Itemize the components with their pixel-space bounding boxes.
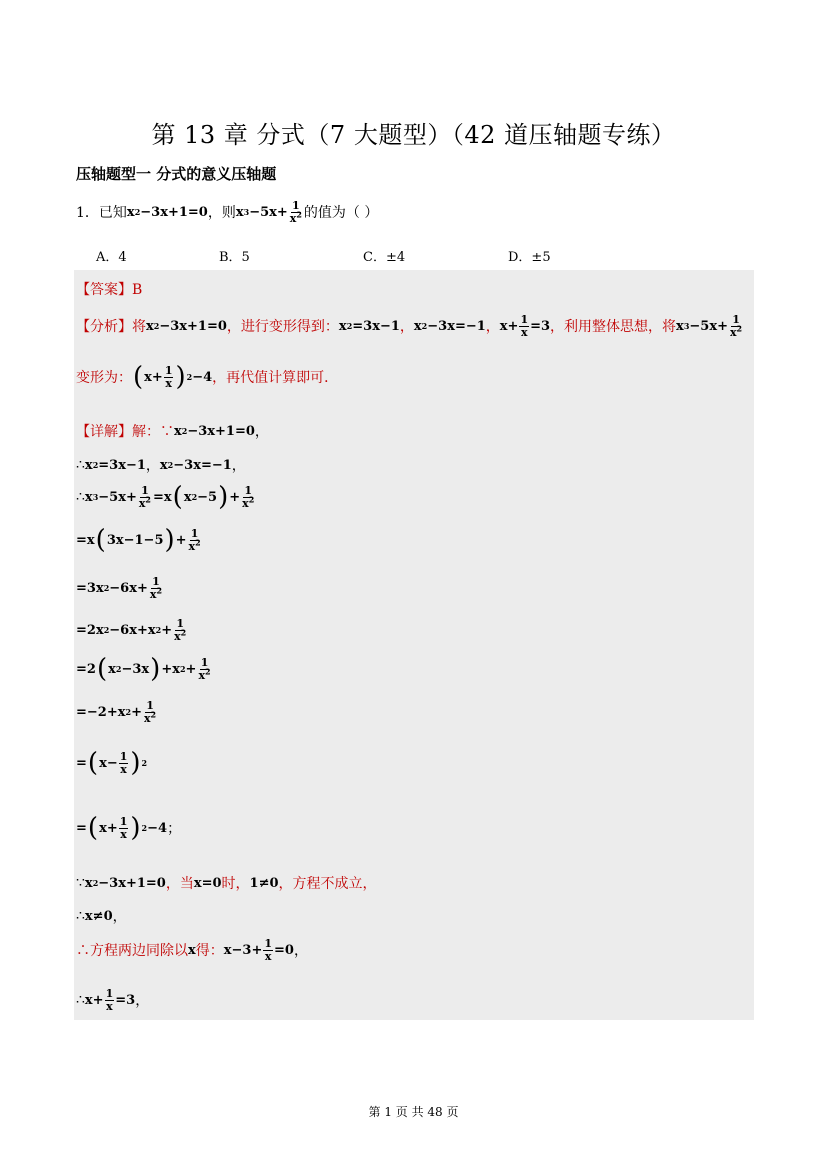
step-11: ∴ x≠0 ， xyxy=(76,908,127,925)
step-7: =−2+x 2 + $\frac{1}{x^2}$ xyxy=(76,699,157,725)
step-3: =x ( 3x−1−5 ) + $\frac{1}{x^2}$ xyxy=(76,525,201,555)
analysis-line-1: 【分析】 将 x 2 −3x+1=0 ，进行变形得到： x 2 =3x−1 ， x 2 −3x=−1 ， x+ $\frac{1}{x}$ =3 ，利用整体思想，将 x 3 −5x+ $\frac{1}{x^2}$ xyxy=(76,313,743,339)
section-heading: 压轴题型一 分式的意义压轴题 xyxy=(76,165,277,183)
detail-line-1: 【详解】 解：∵ x 2 −3x+1=0 ， xyxy=(76,421,269,441)
analysis-text: ，再代值计算即可． xyxy=(212,370,339,386)
option-d: D．±5 xyxy=(508,250,551,265)
step-10: ∵ x 2 −3x+1=0 ，当 x=0 时， 1≠0 ，方程不成立， xyxy=(76,875,377,892)
option-a: A．4 xyxy=(96,250,127,265)
step-4: =3x 2 −6x+ $\frac{1}{x^2}$ xyxy=(76,575,163,601)
option-b: B．5 xyxy=(219,250,250,265)
step-1: ∴ x 2 =3x−1 ， x 2 −3x=−1 ， xyxy=(76,457,246,474)
expression: x 3 −5x+ $\frac{1}{x^2}$ xyxy=(235,199,302,225)
analysis-text: 将 xyxy=(132,319,146,336)
analysis-text: ，进行变形得到： xyxy=(226,319,339,336)
step-5: =2x 2 −6x+x 2 + $\frac{1}{x^2}$ xyxy=(76,617,187,643)
step-2: ∴ x 3 −5x+ $\frac{1}{x^2}$ =x ( x 2 −5 ) + $\frac{1}{x^2}$ xyxy=(76,482,255,512)
step-8: = ( x− $\frac{1}{x}$ ) 2 xyxy=(76,748,148,778)
detail-tag: 【详解】 xyxy=(76,424,132,440)
answer-line: 【答案】B xyxy=(76,282,143,298)
analysis-text: ， xyxy=(485,319,500,336)
option-c: C．±4 xyxy=(363,250,406,265)
analysis-text: ， xyxy=(399,319,414,336)
analysis-text: ，利用整体思想，将 xyxy=(550,319,677,336)
step-13: ∴ x+ $\frac{1}{x}$ =3 ， xyxy=(76,987,150,1013)
detail-text: 解：∵ xyxy=(132,424,174,440)
analysis-line-2: 变形为： ( x+ $\frac{1}{x}$ ) 2 −4 ，再代值计算即可． xyxy=(76,362,339,392)
options xyxy=(96,246,696,266)
step-12: ∴方程两边同除以 x 得： x−3+ $\frac{1}{x}$ =0 ， xyxy=(76,937,308,963)
analysis-tag: 【分析】 xyxy=(76,319,132,336)
step-9: = ( x+ $\frac{1}{x}$ ) 2 −4 ； xyxy=(76,813,182,843)
question-mid: ，则 xyxy=(207,205,236,222)
analysis-text: 变形为： xyxy=(76,370,132,386)
step-6: =2 ( x 2 −3x ) +x 2 + $\frac{1}{x^2}$ xyxy=(76,654,211,684)
question-prefix: 1．已知 xyxy=(76,205,127,222)
question-suffix: 的值为（ ） xyxy=(303,205,379,222)
equation: x 2 −3x+1=0 xyxy=(126,204,208,220)
question-1 xyxy=(76,200,378,224)
page-title: 第 13 章 分式（7 大题型）（42 道压轴题专练） xyxy=(151,121,676,149)
page-footer: 第 1 页 共 48 页 xyxy=(368,1105,459,1119)
